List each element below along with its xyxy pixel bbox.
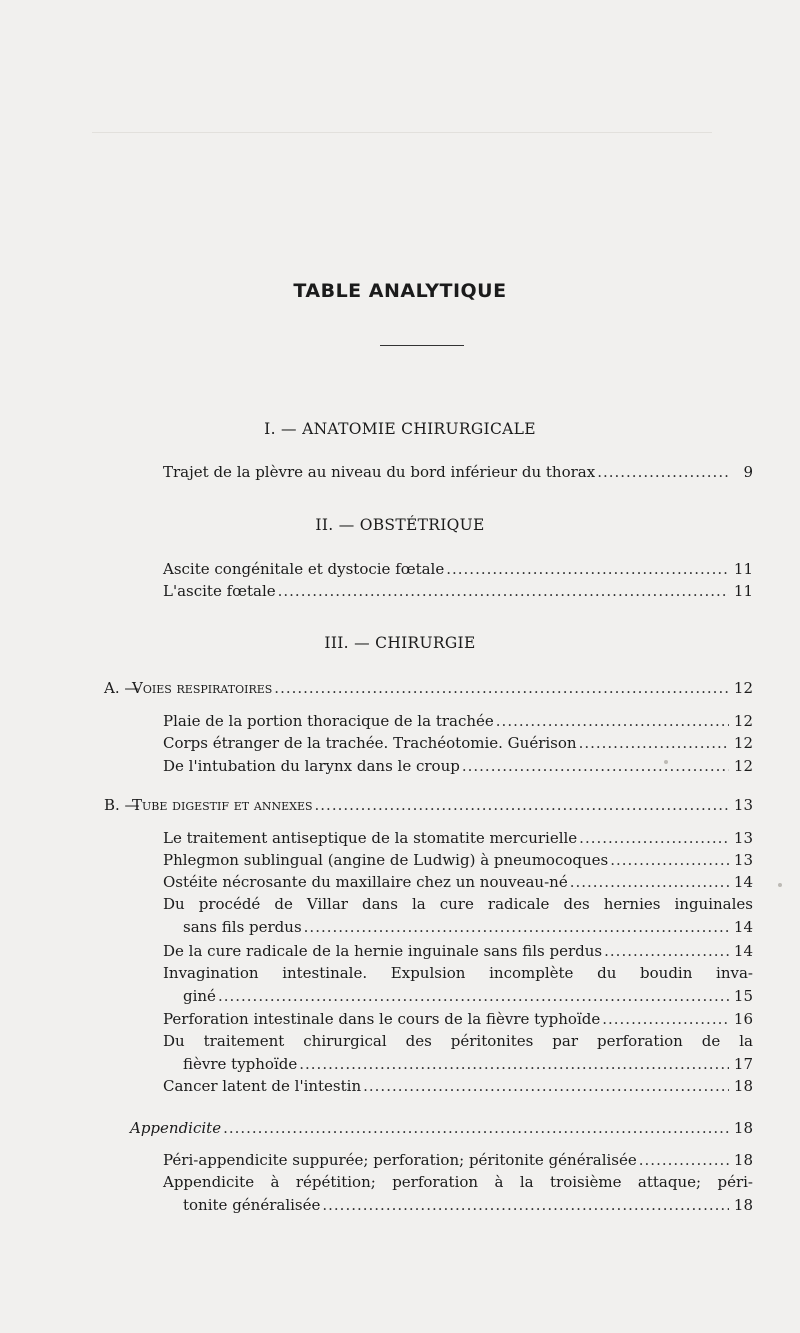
entry-page: 16 bbox=[733, 1010, 753, 1028]
leader-dots bbox=[579, 732, 729, 754]
entry-label: L'ascite fœtale bbox=[163, 582, 276, 600]
entry-page: 12 bbox=[733, 712, 753, 730]
entry-first-line: Appendicite à répétition; perforation à la troisième attaque; péri- bbox=[163, 1173, 753, 1191]
toc-subsection bbox=[104, 794, 753, 816]
entry-page: 18 bbox=[733, 1151, 753, 1169]
entry-label: Ascite congénitale et dystocie fœtale bbox=[163, 560, 445, 578]
entry-page: 12 bbox=[733, 757, 753, 775]
leader-dots bbox=[304, 916, 729, 938]
toc-entry bbox=[163, 1008, 753, 1030]
leader-dots bbox=[223, 1117, 729, 1139]
entry-label: Cancer latent de l'intestin bbox=[163, 1077, 362, 1095]
entry-label: Plaie de la portion thoracique de la trachée bbox=[163, 712, 494, 730]
toc-entry bbox=[163, 1149, 753, 1171]
toc-entry bbox=[163, 558, 753, 580]
entry-label: giné bbox=[183, 987, 216, 1005]
entry-label: Voies respiratoires bbox=[132, 679, 273, 697]
toc-entry bbox=[163, 1075, 753, 1097]
toc-entry bbox=[183, 916, 753, 938]
subsection-letter: A. — bbox=[104, 679, 140, 697]
toc-entry bbox=[163, 871, 753, 893]
entry-first-line: Du procédé de Villar dans la cure radicale des hernies inguinales bbox=[163, 895, 753, 913]
section-heading-obstetrique: II. — OBSTÉTRIQUE bbox=[315, 516, 485, 534]
bleed-through-rule bbox=[92, 132, 712, 133]
leader-dots bbox=[602, 1008, 729, 1030]
toc-entry bbox=[183, 985, 753, 1007]
entry-page: 14 bbox=[733, 873, 753, 891]
entry-label: Tube digestif et annexes bbox=[132, 796, 313, 814]
entry-page: 14 bbox=[733, 942, 753, 960]
entry-label: Le traitement antiseptique de la stomatite mercurielle bbox=[163, 829, 578, 847]
section-heading-anatomie: I. — ANATOMIE CHIRURGICALE bbox=[264, 420, 536, 438]
toc-entry bbox=[183, 1194, 753, 1216]
entry-page: 15 bbox=[733, 987, 753, 1005]
toc-entry bbox=[163, 827, 753, 849]
leader-dots bbox=[597, 461, 729, 483]
leader-dots bbox=[496, 710, 729, 732]
entry-page: 18 bbox=[733, 1077, 753, 1095]
toc-entry bbox=[163, 732, 753, 754]
entry-label: Appendicite bbox=[130, 1119, 222, 1137]
toc-entry bbox=[163, 940, 753, 962]
toc-entry bbox=[163, 580, 753, 602]
entry-page: 13 bbox=[733, 796, 753, 814]
entry-page: 17 bbox=[733, 1055, 753, 1073]
entry-page: 12 bbox=[733, 679, 753, 697]
toc-subsection-italic bbox=[130, 1117, 753, 1139]
entry-page: 11 bbox=[733, 560, 753, 578]
entry-label: Phlegmon sublingual (angine de Ludwig) à pneumocoques bbox=[163, 851, 609, 869]
title-divider bbox=[380, 345, 464, 346]
paper-speck bbox=[664, 760, 668, 764]
entry-label: Péri-appendicite suppurée; perforation; péritonite généralisée bbox=[163, 1151, 637, 1169]
page-title: TABLE ANALYTIQUE bbox=[293, 280, 507, 302]
entry-page: 9 bbox=[743, 463, 753, 481]
leader-dots bbox=[462, 755, 729, 777]
toc-entry bbox=[163, 849, 753, 871]
entry-label: Ostéite nécrosante du maxillaire chez un nouveau-né bbox=[163, 873, 568, 891]
leader-dots bbox=[322, 1194, 729, 1216]
leader-dots bbox=[278, 580, 729, 602]
entry-page: 18 bbox=[733, 1119, 753, 1137]
entry-label: Perforation intestinale dans le cours de la fièvre typhoïde bbox=[163, 1010, 601, 1028]
section-heading-chirurgie: III. — CHIRURGIE bbox=[324, 634, 476, 652]
leader-dots bbox=[274, 677, 729, 699]
entry-page: 18 bbox=[733, 1196, 753, 1214]
entry-page: 13 bbox=[733, 829, 753, 847]
toc-entry bbox=[183, 1053, 753, 1075]
toc-entry bbox=[163, 755, 753, 777]
entry-first-line: Du traitement chirurgical des péritonites par perforation de la bbox=[163, 1032, 753, 1050]
entry-page: 13 bbox=[733, 851, 753, 869]
entry-label: sans fils perdus bbox=[183, 918, 302, 936]
toc-entry bbox=[163, 710, 753, 732]
entry-label: tonite généralisée bbox=[183, 1196, 321, 1214]
entry-page: 12 bbox=[733, 734, 753, 752]
leader-dots bbox=[299, 1053, 729, 1075]
leader-dots bbox=[639, 1149, 729, 1171]
entry-label: Trajet de la plèvre au niveau du bord inférieur du thorax bbox=[163, 463, 596, 481]
leader-dots bbox=[363, 1075, 729, 1097]
paper-speck bbox=[778, 883, 782, 887]
entry-page: 14 bbox=[733, 918, 753, 936]
toc-subsection bbox=[104, 677, 753, 699]
subsection-letter: B. — bbox=[104, 796, 140, 814]
leader-dots bbox=[218, 985, 729, 1007]
leader-dots bbox=[610, 849, 729, 871]
leader-dots bbox=[579, 827, 729, 849]
entry-label: De l'intubation du larynx dans le croup bbox=[163, 757, 460, 775]
entry-label: fièvre typhoïde bbox=[183, 1055, 298, 1073]
leader-dots bbox=[315, 794, 729, 816]
entry-label: De la cure radicale de la hernie inguinale sans fils perdus bbox=[163, 942, 603, 960]
entry-page: 11 bbox=[733, 582, 753, 600]
entry-first-line: Invagination intestinale. Expulsion incomplète du boudin inva- bbox=[163, 964, 753, 982]
leader-dots bbox=[446, 558, 729, 580]
leader-dots bbox=[604, 940, 729, 962]
toc-entry bbox=[163, 461, 753, 483]
leader-dots bbox=[570, 871, 729, 893]
entry-label: Corps étranger de la trachée. Trachéotomie. Guérison bbox=[163, 734, 577, 752]
